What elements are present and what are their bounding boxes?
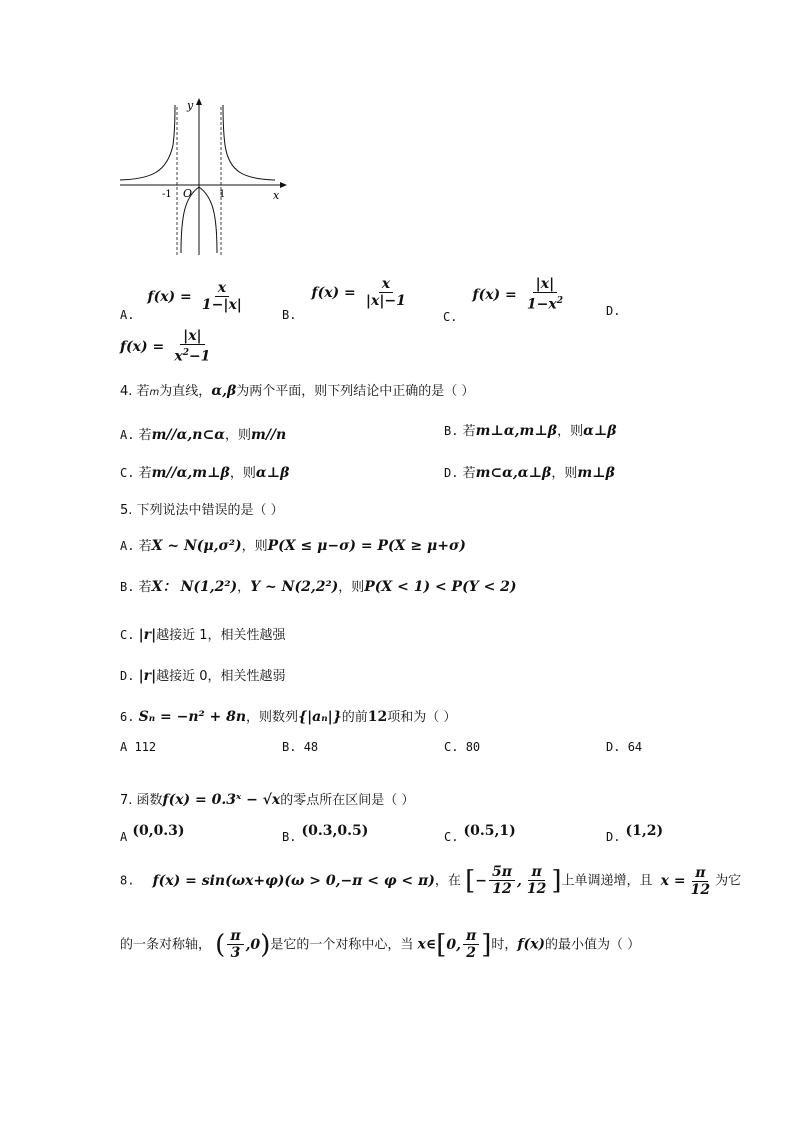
q4-option-a[interactable]: A. 若m//α,n⊂α，则m//n — [120, 427, 287, 443]
q4-stem: 4. 若m为直线，α,β为两个平面，则下列结论中正确的是（ ） — [120, 383, 475, 399]
q7-stem: 7. 函数f(x) = 0.3ˣ − √x的零点所在区间是（ ） — [120, 792, 415, 808]
option-label: A. — [120, 308, 135, 322]
q7-option-b[interactable]: $_{B.}$ (0.3,0.5) — [282, 823, 369, 844]
q5-option-d[interactable]: D. |r|越接近 0，相关性越弱 — [120, 668, 286, 684]
origin-label: O — [183, 187, 193, 200]
q3-option-d[interactable]: f(x) = $\frac{|x|}{x^2-1}$ — [120, 328, 211, 365]
y-axis-label: y — [187, 99, 194, 112]
q6-option-a[interactable]: A 112 — [120, 740, 157, 754]
q7-option-a[interactable]: $_A$ (0,0.3) — [120, 823, 185, 844]
option-label: B. — [282, 308, 297, 322]
x-axis-label: x — [273, 189, 280, 202]
q6-option-c[interactable]: C. 80 — [444, 740, 481, 754]
q4-option-c[interactable]: C. 若m//α,m⊥β，则α⊥β — [120, 465, 290, 481]
q5-stem: 5. 下列说法中错误的是（ ） — [120, 503, 284, 518]
q8-stem-line1: 8. f(x) = sin(ωx+φ)(ω > 0,−π < φ < π)，在 [− $\frac{5\pi}{12}$ , $\frac{\pi}{12}$ ]上单调递增，且 x = $\frac{\pi}{12}$ 为它 — [120, 864, 742, 898]
q5-option-a[interactable]: A. 若X ~ N(μ,σ²)，则P(X ≤ μ−σ) = P(X ≥ μ+σ) — [120, 538, 466, 554]
q5-option-c[interactable]: C. |r|越接近 1，相关性越强 — [120, 627, 286, 643]
q3-option-a[interactable]: $_{A.}$ f(x) = $\frac{x}{1-|x|}$ — [120, 280, 242, 322]
option-label: C. — [443, 309, 458, 324]
q7-option-c[interactable]: $_{C.}$ (0.5,1) — [444, 823, 516, 844]
q5-option-b[interactable]: B. 若X： N(1,2²)，Y ~ N(2,2²)，则P(X < 1) < P(Y < 2) — [120, 579, 517, 595]
q3-option-d-label[interactable]: D. — [606, 304, 621, 318]
q3-option-b[interactable]: $_{B.}$ f(x) = $\frac{x}{|x|-1}$ — [282, 276, 406, 322]
function-graph — [115, 95, 290, 260]
q4-option-d[interactable]: D. 若m⊂α,α⊥β，则m⊥β — [444, 465, 615, 481]
tick-label-1: 1 — [219, 189, 226, 200]
q6-stem: 6. Sₙ = −n² + 8n，则数列{|aₙ|}的前12项和为（ ） — [120, 709, 457, 725]
tick-label-neg1: -1 — [162, 189, 172, 200]
q6-option-d[interactable]: D. 64 — [606, 740, 643, 754]
q7-option-d[interactable]: $_{D.}$ (1,2) — [606, 823, 664, 844]
q3-option-c[interactable]: $_{C.}$ f(x) = $\frac{|x|}{1-x^2}$ — [443, 276, 563, 324]
q4-option-b[interactable]: B. 若m⊥α,m⊥β，则α⊥β — [444, 423, 617, 439]
q6-option-b[interactable]: B. 48 — [282, 740, 319, 754]
q8-stem-line2: 的一条对称轴， ( $\frac{\pi}{3}$ ,0)是它的一个对称中心，当 x∈[0, $\frac{\pi}{2}$ ]时，f(x)的最小值为（ ） — [120, 928, 641, 961]
